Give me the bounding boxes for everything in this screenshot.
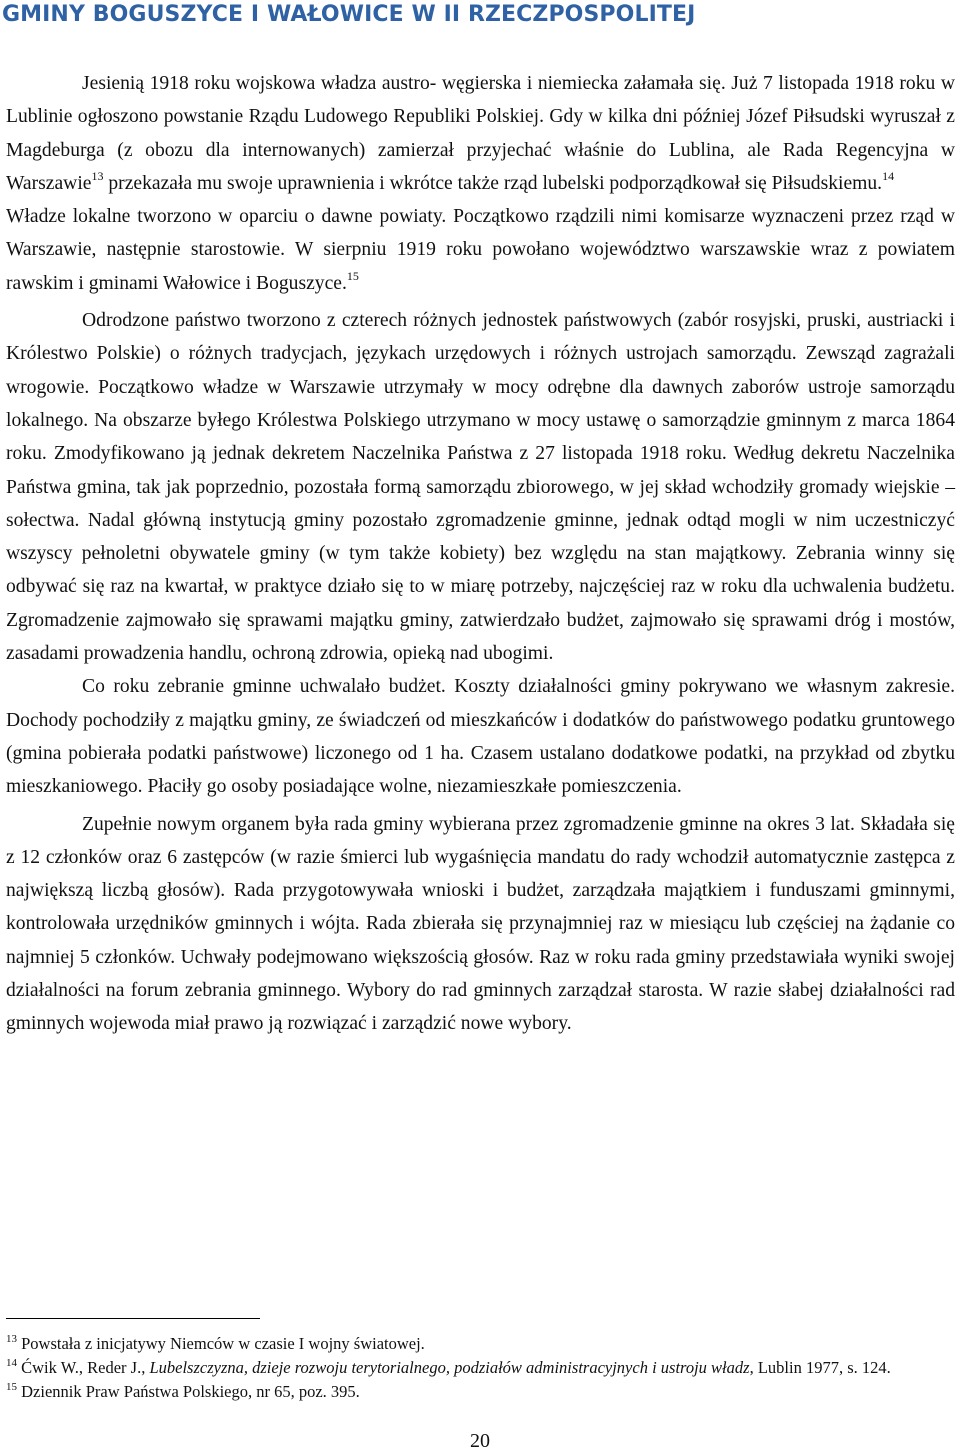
paragraph-3: Odrodzone państwo tworzono z czterech różnych jednostek państwowych (zabór rosyjski, pruski, austriacki i Królestwo Polskie) o różnych tradycjach, językach urzędowych i różnych ustrojach samorządu. Zewsząd zagrażali wrogowie. Początkowo władze w Warszawie utrzymały w mocy odrębne dla dawnych zaborów ustroje samorządu lokalnego. Na obszarze byłego Królestwa Polskiego utrzymano w mocy ustawę o samorządzie gminnym z marca 1864 roku. Zmodyfikowano ją jednak dekretem Naczelnika Państwa z 27 listopada 1918 roku. Według dekretu Naczelnika Państwa gmina, tak jak poprzednio, pozostała formą samorządu zbiorowego, w jej skład wchodziły gromady wiejskie – sołectwa. Nadal główną instytucją gminy pozostało zgromadzenie gminne, jednak odtąd mogli w nim uczestniczyć wszyscy pełnoletni obywatele gminy (w tym także kobiety) bez względu na stan majątkowy. Zebrania winny się odbywać się raz na kwartał, w praktyce działo się to w miarę potrzeby, najczęściej raz w roku dla uchwalenia budżetu. Zgromadzenie zajmowało się sprawami majątku gminy, zatwierdzało budżet, zajmowało się sprawami dróg i mostów, zasadami prowadzenia handlu, ochroną zdrowia, opieką nad ubogimi. [6, 310, 955, 665]
footnote-separator [6, 1318, 260, 1319]
paragraph-2-text: Władze lokalne tworzono w oparciu o dawne powiaty. Początkowo rządzili nimi komisarze wyznaczeni przez rząd w Warszawie, następnie starostowie. W sierpniu 1919 roku powołano województwo warszawskie wraz z powiatem rawskim i gminami Wałowice i Boguszyce. [6, 206, 955, 294]
paragraph-4: Co roku zebranie gminne uchwalało budżet. Koszty działalności gminy pokrywano we własnym zakresie. Dochody pochodziły z majątku gminy, ze świadczeń od mieszkańców i dodatków do państwowego podatku gruntowego (gmina pobierała podatki państwowe) liczonego od 1 ha. Czasem ustalano dodatkowe podatki, na przykład od zbytku mieszkaniowego. Płaciły go osoby posiadające wolne, niezamieszkałe pomieszczenia. [6, 676, 955, 798]
footnote-ref-14[interactable]: 14 [882, 168, 895, 183]
footnote-text: Powstała z inicjatywy Niemców w czasie I wojny światowej. [21, 1334, 425, 1353]
footnote-number: 15 [6, 1381, 17, 1393]
page-number: 20 [470, 1430, 490, 1452]
chapter-heading: GMINY BOGUSZYCE I WAŁOWICE W II RZECZPOSPOLITEJ [2, 2, 696, 27]
footnote-author: Ćwik W., Reder J. [21, 1358, 142, 1377]
paragraph-5: Zupełnie nowym organem była rada gminy wybierana przez zgromadzenie gminne na okres 3 lat. Składała się z 12 członków oraz 6 zastępców (w razie śmierci lub wygaśnięcia mandatu do rady wchodził automatycznie zastępca z największą liczbą głosów). Rada przygotowywała wnioski i budżet, zarządzała majątkiem i funduszami gminnymi, kontrolowała urzędników gminnych i wójta. Rada zbierała się przynajmniej raz w miesiącu lub częściej na żądanie co najmniej 5 członków. Uchwały podejmowano większością głosów. Raz w roku rada gminy przedstawiała wyniki swojej działalności na forum zebrania gminnego. Wybory do rad gminnych zarządzał starosta. W razie słabej działalności rad gminnych wojewoda miał prawo ją rozwiązać i zarządzić nowe wybory. [6, 813, 955, 1035]
footnote-title: Lubelszczyzna, dzieje rozwoju terytorialnego, podziałów administracyjnych i ustroju władz [149, 1358, 750, 1377]
footnote-15 [6, 1380, 955, 1404]
paragraph-2 [6, 200, 955, 300]
paragraph-1-text-continued: przekazała mu swoje uprawnienia i wkrótce także rząd lubelski podporządkował się Piłsudskiemu. [103, 172, 883, 194]
footnote-ref-15[interactable]: 15 [346, 268, 359, 283]
paragraph-1 [6, 67, 955, 200]
footnote-number: 14 [6, 1357, 17, 1369]
footnotes [6, 1332, 955, 1404]
paragraph-1-text: Jesienią 1918 roku wojskowa władza austro- węgierska i niemiecka załamała się. Już 7 listopada 1918 roku w Lublinie ogłoszono powstanie Rządu Ludowego Republiki Polskiej. Gdy w kilka dni później Józef Piłsudski wyruszał z Magdeburga (z obozu dla internowanych) zamierzał przyjechać właśnie do Lublina, ale Rada Regencyjna w Warszawie [6, 73, 955, 194]
body-text [6, 67, 955, 1041]
footnote-number: 13 [6, 1333, 17, 1345]
footnote-text: , Lublin 1977, s. 124. [749, 1358, 891, 1377]
footnote-ref-13[interactable]: 13 [91, 168, 104, 183]
footnote-13 [6, 1332, 955, 1356]
footnote-14: $^{14}$ Ćwik W., Reder J., Lubelszczyzna, dzieje rozwoju terytorialnego, podziałów administracyjnych i ustroju władz, Lublin 1977, s. 124. [6, 1357, 891, 1377]
footnote-text: Dziennik Praw Państwa Polskiego, nr 65, poz. 395. [21, 1382, 360, 1401]
